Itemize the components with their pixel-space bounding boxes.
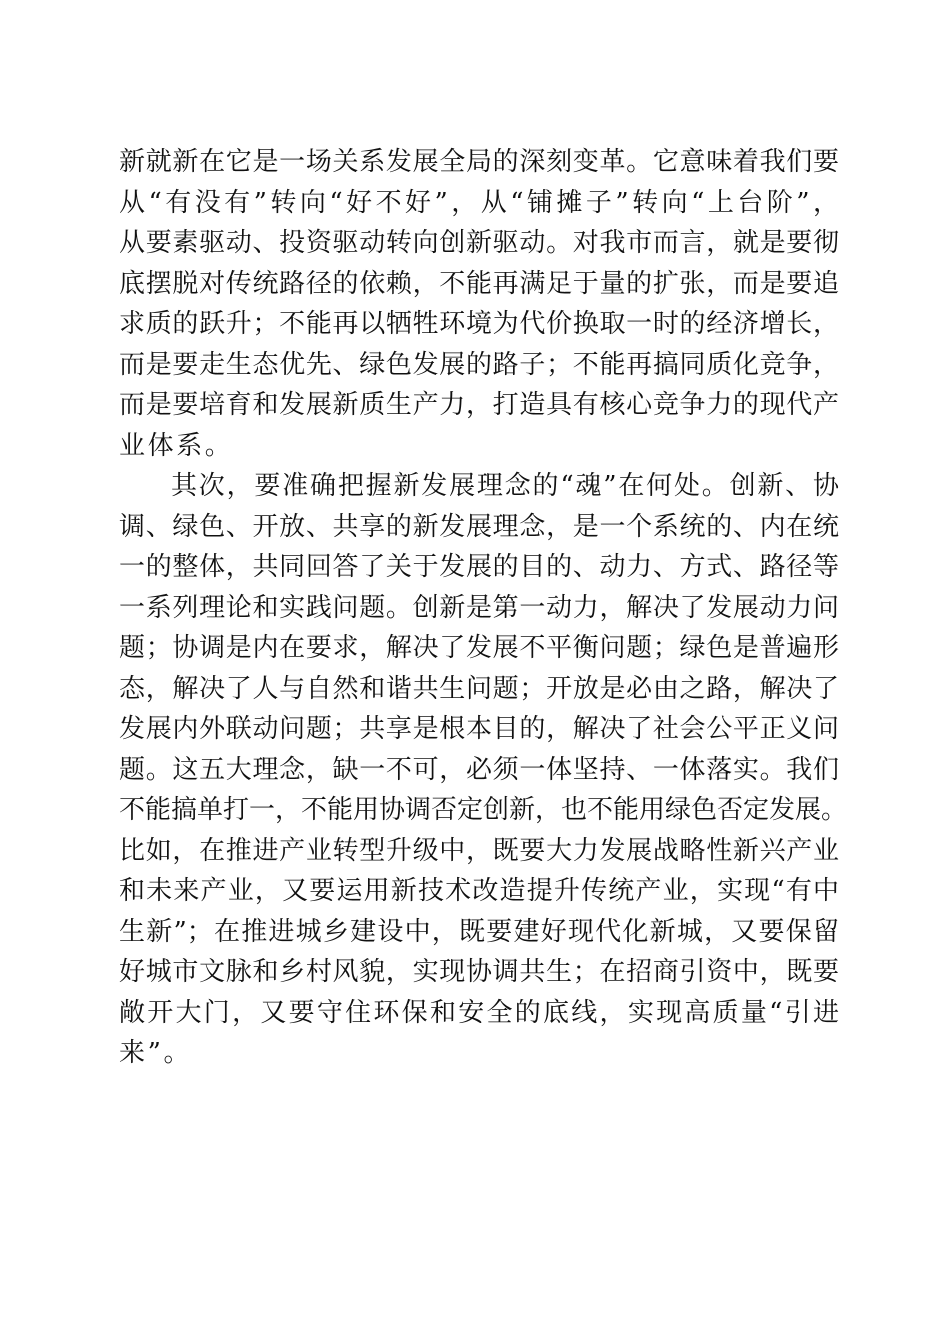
paragraph-2 [119,466,848,1074]
text-line: 一系列理论和实践问题。创新是第一动力，解决了发展动力问 [119,592,839,623]
text-line: 题。这五大理念，缺一不可，必须一体坚持、一体落实。我们 [119,754,839,785]
text-line: 发展内外联动问题；共享是根本目的，解决了社会公平正义问 [119,714,839,744]
document-page [119,142,848,1074]
text-line: 业体系。 [119,430,234,461]
text-line: 来”。 [119,1038,193,1068]
text-line: 而是要走生态优先、绿色发展的路子；不能再搞同质化竞争， [119,349,839,380]
text-line: 从“有没有”转向“好不好”，从“铺摊子”转向“上台阶”， [119,187,839,218]
text-line: 和未来产业，又要运用新技术改造提升传统产业，实现“有中 [119,876,839,906]
text-line: 敞开大门，又要守住环保和安全的底线，实现高质量“引进 [119,997,839,1028]
text-line: 生新”；在推进城乡建设中，既要建好现代化新城，又要保留 [119,916,839,947]
text-line: 不能搞单打一，不能用协调否定创新，也不能用绿色否定发展。 [119,795,848,825]
text-line: 从要素驱动、投资驱动转向创新驱动。对我市而言，就是要彻 [119,228,839,258]
text-line: 一的整体，共同回答了关于发展的目的、动力、方式、路径等 [119,552,839,582]
text-line: 比如，在推进产业转型升级中，既要大力发展战略性新兴产业 [119,835,839,866]
text-line: 求质的跃升；不能再以牺牲环境为代价换取一时的经济增长， [119,309,839,339]
text-line: 底摆脱对传统路径的依赖，不能再满足于量的扩张，而是要追 [119,268,839,299]
text-line: 题；协调是内在要求，解决了发展不平衡问题；绿色是普遍形 [119,633,839,663]
text-line: 其次，要准确把握新发展理念的“魂”在何处。创新、协 [171,471,839,501]
text-line: 态，解决了人与自然和谐共生问题；开放是必由之路，解决了 [119,673,839,704]
text-line: 好城市文脉和乡村风貌，实现协调共生；在招商引资中，既要 [119,957,839,987]
paragraph-1 [119,142,839,466]
text-line: 调、绿色、开放、共享的新发展理念，是一个系统的、内在统 [119,511,839,542]
text-line: 新就新在它是一场关系发展全局的深刻变革。它意味着我们要 [119,147,839,177]
text-line: 而是要培育和发展新质生产力，打造具有核心竞争力的现代产 [119,390,839,420]
